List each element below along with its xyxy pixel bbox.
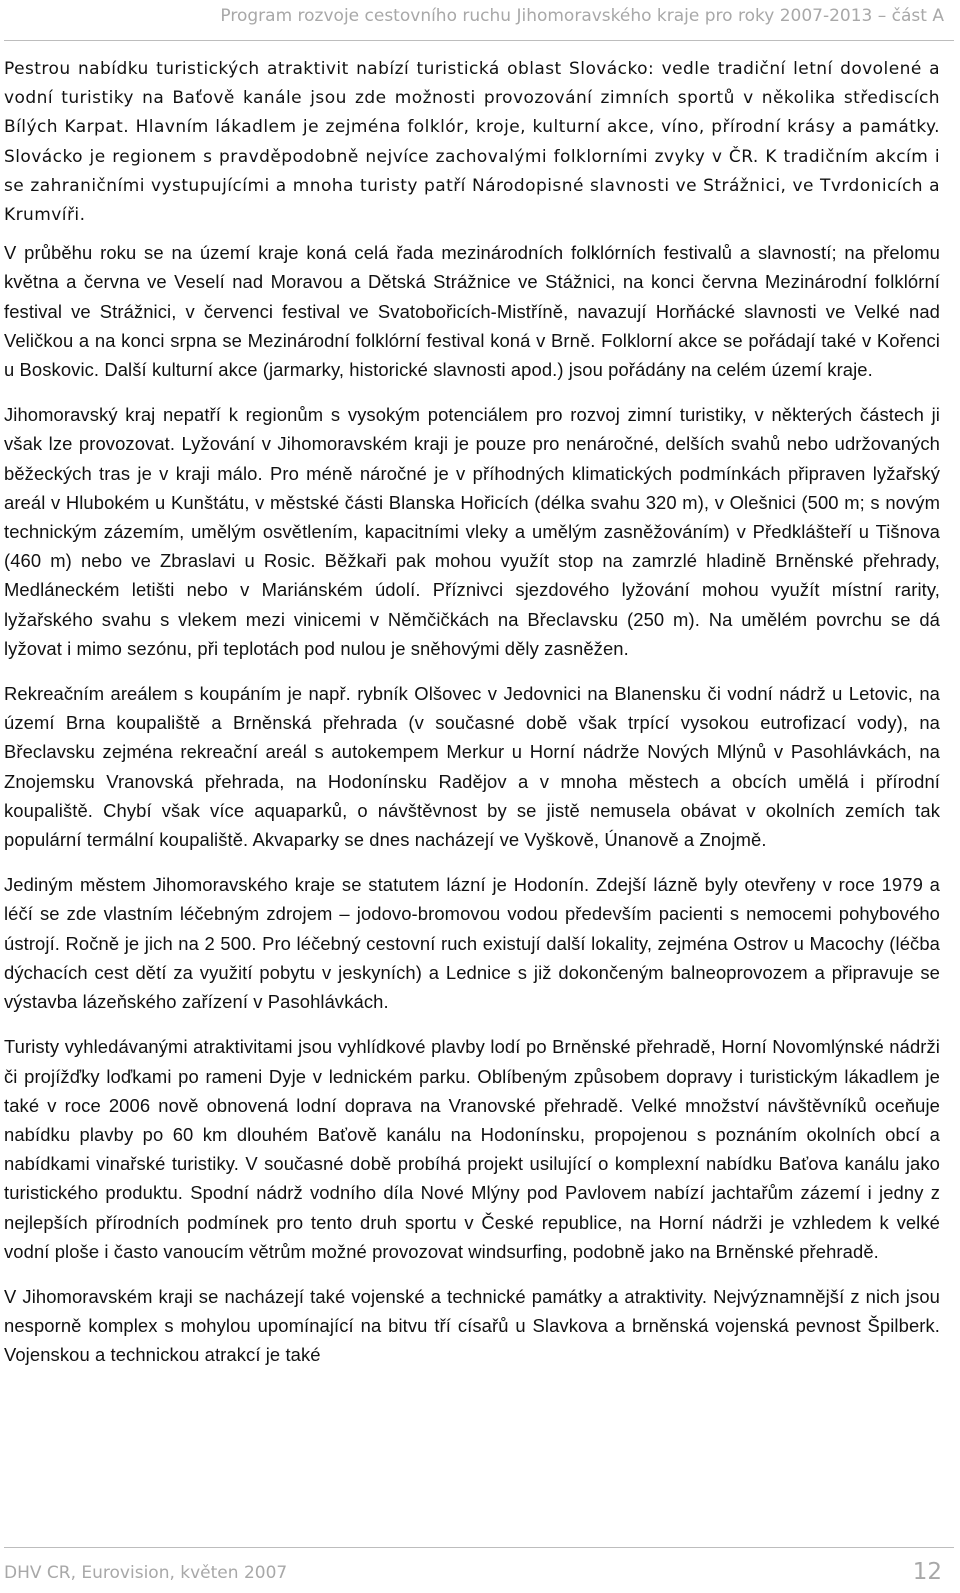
paragraph-military-technical: V Jihomoravském kraji se nacházejí také vojenské a technické památky a atraktivity. Nejvýznamnější z nich jsou nesporně komplex s mohylou upomínající na bitvu tří císařů u Slavkova a brněnská vojenská pevnost Špilberk. Vojenskou a technickou atrakcí je také xyxy=(4,1285,940,1366)
paragraph-spa-hodonin: Jediným městem Jihomoravského kraje se statutem lázní je Hodonín. Zdejší lázně byly otevřeny v roce 1979 a léčí se zde vlastním léčebným zdrojem – jodovo-bromovou vodou především pacienti s nemocemi pohybového ústrojí. Ročně je jich na 2 500. Pro léčebný cestovní ruch existují další lokality, zejména Ostrov u Macochy (léčba dýchacích cest dětí za využití pobytu v jeskyních) a Lednice s již dokončeným balneoprovozem a připravuje se výstavba lázeňského zařízení v Pasohlávkách. xyxy=(4,874,940,1013)
document-body xyxy=(4,55,940,1386)
header-divider xyxy=(4,40,954,41)
paragraph-boat-trips: Turisty vyhledávanými atraktivitami jsou vyhlídkové plavby lodí po Brněnské přehradě, Horní Novomlýnské nádrži či projížďky loďkami po rameni Dyje v lednickém parku. Oblíbeným způsobem dopravy i turistickým lákadlem je také v roce 2006 nově obnovená lodní doprava na Vranovské přehradě. Velké množství návštěvníků oceňuje nabídku plavby po 60 km dlouhém Baťově kanálu na Hodonínsku, propojenou s poznáním okolních obcí a nabídkami vinařské turistiky. V současné době probíhá projekt usilující o komplexní nabídku Baťova kanálu jako turistického produktu. Spodní nádrž vodního díla Nové Mlýny pod Pavlovem nabízí jachtařům zázemí i jedny z nejlepších přírodních podmínek pro tento druh sportu v České republice, na Horní nádrži je vzhledem k velké vodní ploše i často vanoucím větrům možné provozovat windsurfing, podobně jako na Brněnské přehradě. xyxy=(4,1036,940,1262)
page-footer xyxy=(0,1541,960,1593)
paragraph-recreation-swimming: Rekreačním areálem s koupáním je např. rybník Olšovec v Jedovnici na Blanensku či vodní nádrž u Letovic, na území Brna koupaliště a Brněnská přehrada (v současné době však trpící vysokou eutrofizací vody), na Břeclavsku zejména rekreační areál s autokempem Merkur u Horní nádrže Nových Mlýnů v Pasohlávkách, na Znojemsku Vranovská přehrada, na Hodonínsku Radějov a v mnoha městech a obcích umělá i přírodní koupaliště. Chybí však více aquaparků, o návštěvnost by se jistě nemusela obávat v okolních zemích tak populární termální koupaliště. Akvaparky se dnes nacházejí ve Vyškově, Únanově a Znojmě. xyxy=(4,683,940,851)
running-header-title: Program rozvoje cestovního ruchu Jihomoravského kraje pro roky 2007-2013 – část A xyxy=(220,6,944,26)
footer-source: DHV CR, Eurovision, květen 2007 xyxy=(4,1563,288,1583)
paragraph-slovacko: Pestrou nabídku turistických atraktivit nabízí turistická oblast Slovácko: vedle tradiční letní dovolené a vodní turistiky na Baťově kanále jsou zde možnosti provozování zimních sportů v několika střediscích Bílých Karpat. Hlavním lákadlem je zejména folklór, kroje, kulturní akce, víno, přírodní krásy a památky. Slovácko je regionem s pravděpodobně nejvíce zachovalými folklorními zvyky v ČR. K tradičním akcím i se zahraničními vystupujícími a mnoha turisty patří Národopisné slavnosti ve Strážnici, ve Tvrdonicích a Krumvíři. xyxy=(4,59,940,226)
paragraph-winter-tourism: Jihomoravský kraj nepatří k regionům s vysokým potenciálem pro rozvoj zimní turistiky, v některých částech ji však lze provozovat. Lyžování v Jihomoravském kraji je pouze pro nenáročné, delších svahů nebo udržovaných běžeckých tras je v kraji málo. Pro méně náročné je v příhodných klimatických podmínkách připraven lyžařský areál v Hlubokém u Kunštátu, v městské části Blanska Hořicích (délka svahu 320 m), v Olešnici (500 m; s novým technickým zázemím, umělým osvětlením, kapacitními vleky a umělým zasněžováním) v Předklášteří u Tišnova (460 m) nebo ve Zbraslavi u Rosic. Běžkaři pak mohou využít stop na zamrzlé hladině Brněnské přehrady, Medláneckém letišti nebo v Mariánském údolí. Příznivci sjezdového lyžování mohou využít místní rarity, lyžařského svahu s vlekem mezi vinicemi v Němčičkách na Břeclavsku (250 m). Na umělém povrchu se dá lyžovat i mimo sezónu, při teplotách pod nulou je sněhovými děly zasněžen. xyxy=(4,404,940,659)
paragraph-folklore-festivals: V průběhu roku se na území kraje koná celá řada mezinárodních folklórních festivalů a slavností; na přelomu května a června ve Veselí nad Moravou a Dětská Strážnice ve Stážnici, na konci června Mezinárodní folklórní festival ve Strážnici, v červenci festival ve Svatobořicích-Mistříně, navazují Horňácké slavnosti ve Velké nad Veličkou a na konci srpna se Mezinárodní folklórní festival koná v Brně. Folklorní akce se pořádají také v Kořenci u Boskovic. Další kulturní akce (jarmarky, historické slavnosti apod.) jsou pořádány na celém území kraje. xyxy=(4,242,940,381)
footer-divider xyxy=(4,1547,954,1548)
page-number: 12 xyxy=(912,1559,942,1585)
page-header xyxy=(0,0,960,44)
